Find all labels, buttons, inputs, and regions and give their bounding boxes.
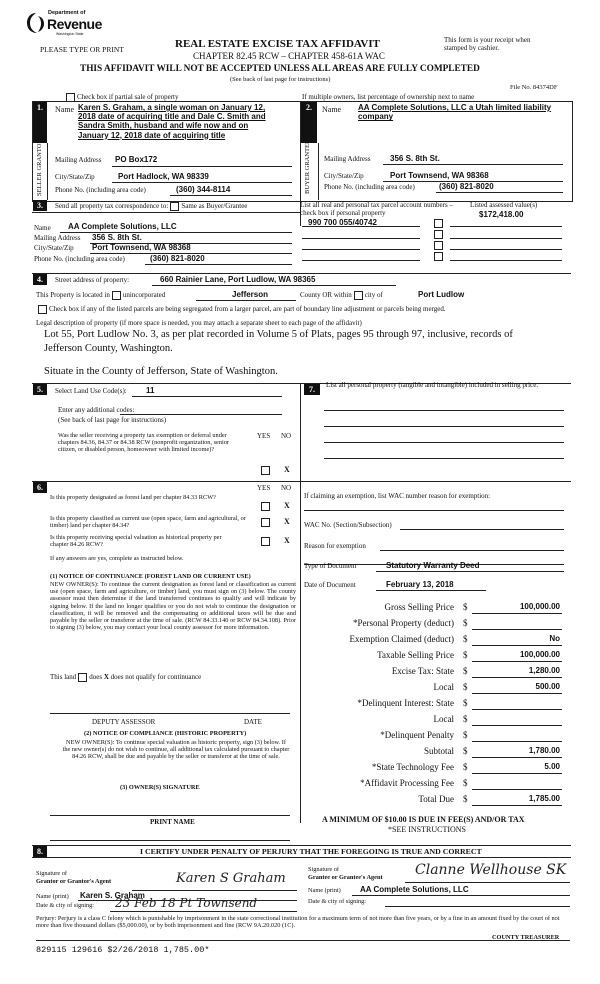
reason-label: Reason for exemption xyxy=(304,542,366,550)
grantor-name: Karen S. Graham xyxy=(80,891,145,900)
dept-small: Department of xyxy=(48,10,86,16)
owner-signature-label: (3) OWNER(S) SIGNATURE xyxy=(120,784,200,791)
sec3-name-label: Name xyxy=(34,224,51,232)
cashier-stamp: 829115 129616 $2/26/2018 1,785.00* xyxy=(36,945,210,955)
form-warning: THIS AFFIDAVIT WILL NOT BE ACCEPTED UNLESS ALL AREAS ARE FULLY COMPLETED xyxy=(80,64,480,74)
street-label: Street address of property: xyxy=(55,276,130,284)
q3-yes-checkbox[interactable] xyxy=(261,537,270,546)
county-treasurer: COUNTY TREASURER xyxy=(492,934,560,941)
sec5-no-mark: X xyxy=(284,465,290,474)
city-checkbox[interactable] xyxy=(354,291,363,300)
grantor-sig-label-a: Signature of xyxy=(36,870,67,877)
notice2-body: NEW OWNER(S): To continue special valuation as historic property, sign (3) below. If the new owner(s) do not wish to continue, all additional tax calculated pursuant to chapter 84.26 RCW, shall be due and payable by the seller or transferor at the time of sale. xyxy=(62,739,290,761)
section-1-badge: 1. xyxy=(33,102,47,143)
section-8-badge: 8. xyxy=(33,846,47,857)
money-label-interest-local: Local xyxy=(433,714,454,724)
segregated-checkbox[interactable] xyxy=(38,305,47,314)
sec5-no: NO xyxy=(281,432,292,440)
seller-phone-label: Phone No. (including area code) xyxy=(55,186,146,194)
sec6-no: NO xyxy=(281,484,292,492)
wac-label: WAC No. (Section/Subsection) xyxy=(304,521,392,529)
located-row xyxy=(36,291,165,300)
money-cur-exemption: $ xyxy=(463,634,468,644)
money-value-taxable: 100,000.00 xyxy=(519,650,560,659)
land-use-row xyxy=(55,387,127,395)
legal-line-1: Lot 55, Port Ludlow No. 3, as per plat recorded in Volume 5 of Plats, pages 95 through 97, inclusive, records of xyxy=(44,329,513,340)
sec3-city-label: City/State/Zip xyxy=(34,244,74,252)
money-cur-interest-local: $ xyxy=(463,714,468,724)
dept-big: Revenue xyxy=(47,16,102,32)
money-cur-personal: $ xyxy=(463,618,468,628)
seller-name-line-3: Sandra Smith, husband and wife now and on xyxy=(78,121,249,131)
money-label-tech-fee: *State Technology Fee xyxy=(371,762,454,772)
buyer-mail: 356 S. 8th St. xyxy=(390,154,440,163)
money-cur-local-tax: $ xyxy=(463,682,468,692)
section-2-badge: 2. xyxy=(301,102,317,143)
seller-name-label: Name xyxy=(55,105,75,114)
send-tax-text: Send all property tax correspondence to: xyxy=(55,202,169,211)
seller-mail-label: Mailing Address xyxy=(55,156,102,164)
section-6-badge: 6. xyxy=(33,482,47,493)
county: Jefferson xyxy=(232,290,269,299)
print-name-label: PRINT NAME xyxy=(150,818,195,826)
grantee-sig-label-a: Signature of xyxy=(308,866,339,873)
buyer-mail-label: Mailing Address xyxy=(324,155,371,163)
assessed-value: $172,418.00 xyxy=(479,210,524,219)
notice1-title: (1) NOTICE OF CONTINUANCE (FOREST LAND OR CURRENT USE) xyxy=(50,573,251,580)
sec3-name: AA Complete Solutions, LLC xyxy=(68,222,177,231)
land-use-code: 11 xyxy=(146,386,155,395)
money-label-taxable: Taxable Selling Price xyxy=(377,650,454,660)
money-label-total: Total Due xyxy=(418,794,454,804)
grantor-sig-label xyxy=(36,870,111,886)
perjury-statement: Perjury: Perjury is a class C felony which is punishable by imprisonment in the state correctional institution for a maximum term of not more than five years, or by a fine in an amount fixed by the court of not more than five thousand dollars ($5,000.00), or by both imprisonment and fine (RCW 9A.20.020 (1C). xyxy=(36,915,560,930)
money-label-interest-state: *Delinquent Interest: State xyxy=(357,698,454,708)
sec3-phone: (360) 821-8020 xyxy=(150,254,205,263)
money-label-exemption: Exemption Claimed (deduct) xyxy=(349,634,454,644)
doc-date: February 13, 2018 xyxy=(386,580,454,589)
money-cur-total: $ xyxy=(463,794,468,804)
parcel-number: 990 700 055/40742 xyxy=(308,218,377,227)
seller-name-line-4: January 12, 2018 date of acquiring title xyxy=(78,130,226,140)
buyer-name-label: Name xyxy=(322,105,342,114)
sec3-mail: 356 S. 8th St. xyxy=(92,233,142,242)
segregated-label: Check box if any of the listed parcels are being segregated from a larger parcel, are part of boundary line adjustment or parcels being merged. xyxy=(49,305,446,314)
grantee-name-label: Name (print) xyxy=(308,887,341,894)
please-type: PLEASE TYPE OR PRINT xyxy=(40,45,124,54)
buyer-side-label: BUYER GRANTEE xyxy=(304,140,311,194)
money-label-processing-fee: *Affidavit Processing Fee xyxy=(360,778,454,788)
county-or-row xyxy=(300,291,383,300)
money-value-subtotal: 1,780.00 xyxy=(528,746,560,755)
sec5-yes: YES xyxy=(257,432,271,440)
grantee-sig-label xyxy=(308,866,383,882)
multiple-owners-note: If multiple owners, list percentage of ownership next to name xyxy=(302,93,475,101)
send-tax-label xyxy=(55,202,247,211)
seller-name-line-2: 2018 date of acquiring title and Dale C. Smith and xyxy=(78,112,266,122)
buyer-name-line-2: company xyxy=(358,112,394,122)
legal-line-3: Situate in the County of Jefferson, State of Washington. xyxy=(44,366,278,377)
q2-yes-checkbox[interactable] xyxy=(261,518,270,527)
county-or-label: County OR within xyxy=(300,291,352,300)
grantor-signature: Karen S Graham xyxy=(176,871,286,886)
deputy-assessor: DEPUTY ASSESSOR xyxy=(92,718,156,726)
money-cur-taxable: $ xyxy=(463,650,468,660)
money-cur-gross: $ xyxy=(463,602,468,612)
money-value-total: 1,785.00 xyxy=(528,794,560,803)
personal-property-checkbox-2[interactable] xyxy=(434,230,443,239)
seller-side-label: SELLER GRANTOR xyxy=(36,139,43,196)
partial-sale-label: Check box if partial sale of property xyxy=(77,93,179,102)
doc-type-label: Type of Document xyxy=(304,562,357,570)
section-7-badge: 7. xyxy=(304,384,320,395)
money-cur-processing-fee: $ xyxy=(463,778,468,788)
does-checkbox[interactable] xyxy=(78,673,87,682)
seller-phone: (360) 344-8114 xyxy=(176,185,231,194)
unincorporated-checkbox[interactable] xyxy=(112,291,121,300)
dept-state: Washington State xyxy=(56,32,84,36)
does-label: does xyxy=(89,673,103,682)
money-table xyxy=(300,598,570,808)
sec3-mail-label: Mailing Address xyxy=(34,234,81,242)
personal-property-label: List all personal property (tangible and intangible) included in selling price. xyxy=(326,381,539,389)
grantor-date-city: 23 Feb 18 Pt Townsend xyxy=(115,896,258,910)
same-as-buyer-checkbox[interactable] xyxy=(170,202,179,211)
land-use-label: Select Land Use Code(s): xyxy=(55,387,127,395)
seller-mail: PO Box172 xyxy=(115,155,158,164)
form-chapter: CHAPTER 82.45 RCW – CHAPTER 458-61A WAC xyxy=(193,51,385,61)
sec5-yes-checkbox[interactable] xyxy=(261,466,270,475)
money-value-tech-fee: 5.00 xyxy=(544,762,560,771)
grantee-signature: Clanne Wellhouse SK xyxy=(415,862,567,878)
doc-type: Statutory Warranty Deed xyxy=(386,561,480,570)
certify-text: I CERTIFY UNDER PENALTY OF PERJURY THAT THE FOREGOING IS TRUE AND CORRECT xyxy=(140,847,482,856)
money-cur-tech-fee: $ xyxy=(463,762,468,772)
section-3-badge: 3. xyxy=(33,200,47,211)
buyer-phone: (360) 821-8020 xyxy=(439,182,494,191)
personal-property-checkbox-4[interactable] xyxy=(434,252,443,261)
see-back: (See back of last page for instructions) xyxy=(230,76,331,83)
sec6-q1: Is this property designated as forest land per chapter 84.33 RCW? xyxy=(50,494,216,501)
codes-see-back: (See back of last page for instructions) xyxy=(58,416,167,424)
city-name: Port Ludlow xyxy=(418,290,465,299)
located-label: This Property is located in xyxy=(36,291,110,300)
buyer-name-line-1: AA Complete Solutions, LLC a Utah limited liability xyxy=(358,103,552,112)
section-4-badge: 4. xyxy=(33,274,47,285)
seller-city: Port Hadlock, WA 98339 xyxy=(118,172,209,181)
money-value-exemption: No xyxy=(549,634,560,643)
sec5-question: Was the seller receiving a property tax exemption or deferral under chapters 84.36, 84.37 or 84.38 RCW (nonprofit organization, senior citizen, or disabled person, homeowner with limited income)? xyxy=(58,432,229,454)
buyer-phone-label: Phone No. (including area code) xyxy=(324,183,415,191)
grantor-date-label: Date & city of signing: xyxy=(36,902,95,909)
q3-no-mark: X xyxy=(284,536,290,545)
seller-name xyxy=(78,103,290,140)
qualify-row xyxy=(50,673,201,682)
money-cur-subtotal: $ xyxy=(463,746,468,756)
money-label-gross: Gross Selling Price xyxy=(384,602,454,612)
sec6-q3: Is this property receiving special valuation as historical property per chapter 84.26 RCW? xyxy=(50,534,222,549)
assessed-label: Listed assessed value(s) xyxy=(470,201,538,209)
q1-yes-checkbox[interactable] xyxy=(261,502,270,511)
sec3-phone-label: Phone No. (including area code) xyxy=(34,255,125,263)
this-land-label: This land xyxy=(50,673,77,682)
same-as-buyer-label: Same as Buyer/Grantee xyxy=(181,202,248,211)
money-value-state-tax: 1,280.00 xyxy=(528,666,560,675)
money-label-personal: *Personal Property (deduct) xyxy=(353,618,454,628)
additional-codes: Enter any additional codes: xyxy=(58,406,135,414)
parcel-list-label: List all real and personal tax parcel account numbers – check box if personal property xyxy=(300,201,453,218)
legal-label: Legal description of property (if more space is needed, you may attach a separate sheet to each page of the affidavit) xyxy=(36,319,362,327)
q1-no-mark: X xyxy=(284,501,290,510)
segregated-row xyxy=(36,305,446,314)
sec6-q2: Is this property classified as current use (open space, farm and agricultural, or timber) land per chapter 84.34? xyxy=(50,515,246,530)
file-no: File No. 84374DF xyxy=(510,84,558,91)
q2-no-mark: X xyxy=(284,517,290,526)
doc-date-label: Date of Document xyxy=(304,581,356,589)
money-value-gross: 100,000.00 xyxy=(519,602,560,611)
money-cur-penalty: $ xyxy=(463,730,468,740)
notice1-body: NEW OWNER(S): To continue the current designation as forest land or classification as current use (open space, farm and agriculture, or timber) land, you must sign on (3) below. The county assessor must then determine if the land transferred continues to qualify and will indicate by signing below. If the land no longer qualifies or you do not wish to continue the designation or classification, it will be removed and the compensating or additional taxes will be due and payable by the seller or transferor at the time of sale. (RCW 84.33.140 or RCW 84.34.108). Prior to signing (3) below, you may contact your local county assessor for more information. xyxy=(50,581,296,632)
money-cur-state-tax: $ xyxy=(463,666,468,676)
money-value-local-tax: 500.00 xyxy=(535,682,560,691)
unincorporated-label: unincorporated xyxy=(122,291,166,300)
sec6-yes: YES xyxy=(257,484,271,492)
does-not-mark: X xyxy=(103,673,109,682)
dor-logo-icon xyxy=(26,12,46,34)
grantee-date-label: Date & city of signing: xyxy=(308,898,367,905)
buyer-city: Port Townsend, WA 98368 xyxy=(390,171,489,180)
assessor-date: DATE xyxy=(244,718,262,726)
grantee-name: AA Complete Solutions, LLC xyxy=(360,885,469,894)
money-label-subtotal: Subtotal xyxy=(423,746,454,756)
personal-property-checkbox-1[interactable] xyxy=(434,219,443,228)
min-fee-line-1: A MINIMUM OF $10.00 IS DUE IN FEE(S) AND/OR TAX xyxy=(322,815,525,824)
if-yes-note: If any answers are yes, complete as instructed below. xyxy=(50,555,184,562)
min-fee-line-2: *SEE INSTRUCTIONS xyxy=(388,825,467,834)
grantee-sig-label-b: Grantee or Grantee's Agent xyxy=(308,874,383,882)
grantor-name-label: Name (print) xyxy=(36,893,69,900)
section-5-badge: 5. xyxy=(33,384,47,395)
seller-city-label: City/State/Zip xyxy=(55,173,95,181)
sec3-city: Port Townsend, WA 98368 xyxy=(92,243,191,252)
seller-name-line-1: Karen S. Graham, a single woman on January 12, xyxy=(78,103,266,112)
notice2-title: (2) NOTICE OF COMPLIANCE (HISTORIC PROPERTY) xyxy=(84,730,247,737)
money-label-local-tax: Local xyxy=(433,682,454,692)
buyer-name xyxy=(358,103,568,121)
money-cur-interest-state: $ xyxy=(463,698,468,708)
exemption-label: If claiming an exemption, list WAC number reason for exemption: xyxy=(304,492,491,500)
form-title: REAL ESTATE EXCISE TAX AFFIDAVIT xyxy=(175,38,380,50)
grantor-sig-label-b: Grantor or Grantor's Agent xyxy=(36,878,112,886)
receipt-note: This form is your receipt when stamped by cashier. xyxy=(444,36,531,53)
personal-property-checkbox-3[interactable] xyxy=(434,241,443,250)
legal-line-2: Jefferson County, Washington. xyxy=(44,343,173,354)
city-of-label: city of xyxy=(364,291,383,300)
buyer-city-label: City/State/Zip xyxy=(324,172,364,180)
money-label-state-tax: Excise Tax: State xyxy=(391,666,454,676)
dor-logo xyxy=(26,8,102,38)
money-label-penalty: *Delinquent Penalty xyxy=(380,730,454,740)
street-address: 660 Rainier Lane, Port Ludlow, WA 98365 xyxy=(160,275,316,284)
does-not-label: does not qualify for continuance xyxy=(110,673,202,682)
